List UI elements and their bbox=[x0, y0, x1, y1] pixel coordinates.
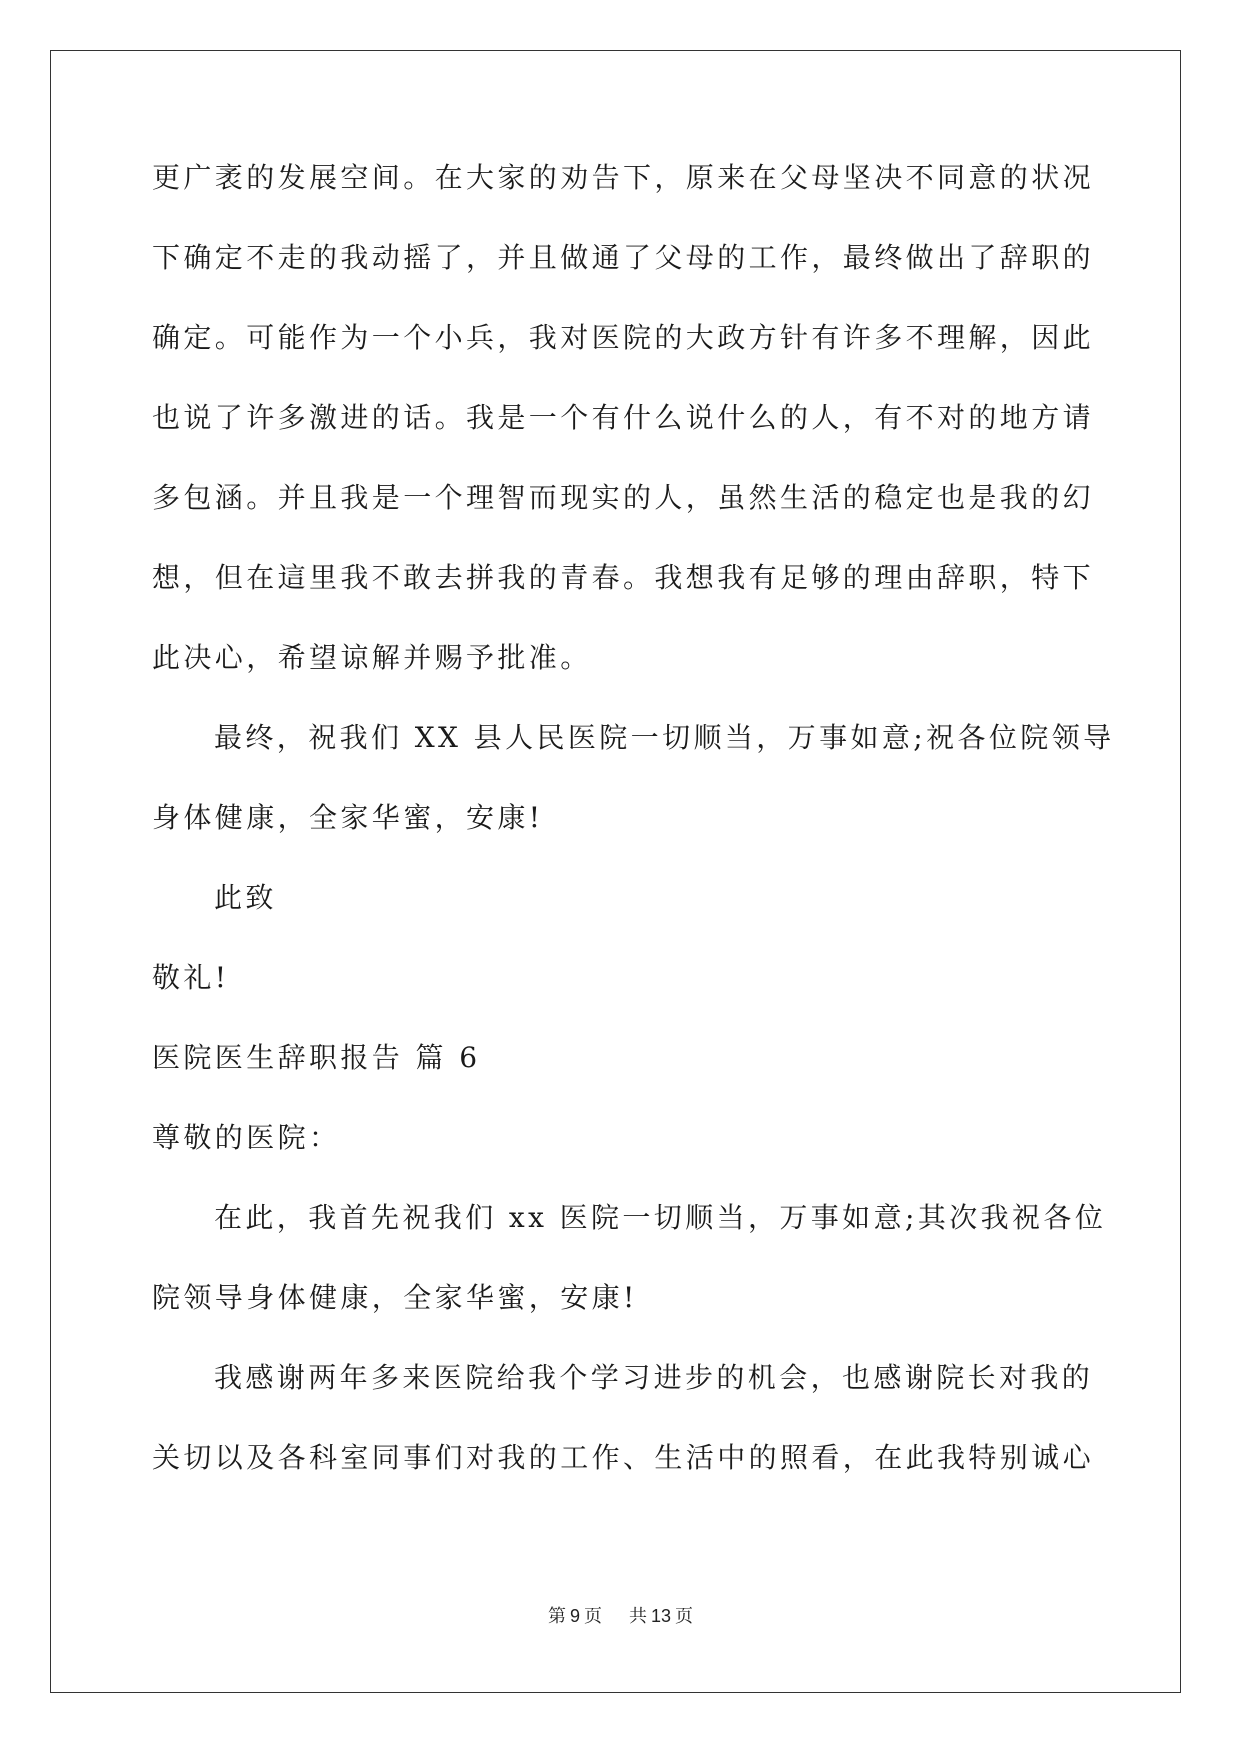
closing-salutation: 此致 bbox=[214, 881, 277, 914]
page-footer bbox=[0, 1602, 1241, 1628]
text-line: 更广袤的发展空间。在大家的劝告下，原来在父母坚决不同意的状况 bbox=[152, 161, 1095, 194]
section-heading: 医院医生辞职报告 篇 6 bbox=[152, 1041, 481, 1074]
footer-total-prefix: 共 bbox=[628, 1606, 647, 1627]
text-line: 多包涵。并且我是一个理智而现实的人，虽然生活的稳定也是我的幻 bbox=[152, 481, 1095, 514]
closing-regards: 敬礼! bbox=[152, 961, 230, 994]
text-line: 确定。可能作为一个小兵，我对医院的大政方针有许多不理解，因此 bbox=[152, 321, 1095, 354]
footer-prefix: 第 bbox=[548, 1606, 567, 1627]
text-line: 下确定不走的我动摇了，并且做通了父母的工作，最终做出了辞职的 bbox=[152, 241, 1095, 274]
text-line: 院领导身体健康，全家华蜜，安康! bbox=[152, 1281, 638, 1314]
text-line: 身体健康，全家华蜜，安康! bbox=[152, 801, 544, 834]
text-line: 也说了许多激进的话。我是一个有什么说什么的人，有不对的地方请 bbox=[152, 401, 1095, 434]
text-line: 我感谢两年多来医院给我个学习进步的机会，也感谢院长对我的 bbox=[214, 1361, 1094, 1394]
letter-greeting: 尊敬的医院： bbox=[152, 1121, 341, 1154]
text-line: 想，但在這里我不敢去拼我的青春。我想我有足够的理由辞职，特下 bbox=[152, 561, 1095, 594]
text-line: 关切以及各科室同事们对我的工作、生活中的照看，在此我特别诚心 bbox=[152, 1441, 1095, 1474]
footer-total-suffix: 页 bbox=[674, 1606, 693, 1627]
footer-total-pages: 13 bbox=[650, 1606, 671, 1626]
text-line: 在此，我首先祝我们 xx 医院一切顺当，万事如意;其次我祝各位 bbox=[214, 1201, 1107, 1234]
text-line: 此决心，希望谅解并赐予批准。 bbox=[152, 641, 592, 674]
text-line: 最终，祝我们 XX 县人民医院一切顺当，万事如意;祝各位院领导 bbox=[214, 721, 1115, 754]
footer-page-word: 页 bbox=[584, 1606, 603, 1627]
footer-current-page: 9 bbox=[570, 1606, 581, 1626]
